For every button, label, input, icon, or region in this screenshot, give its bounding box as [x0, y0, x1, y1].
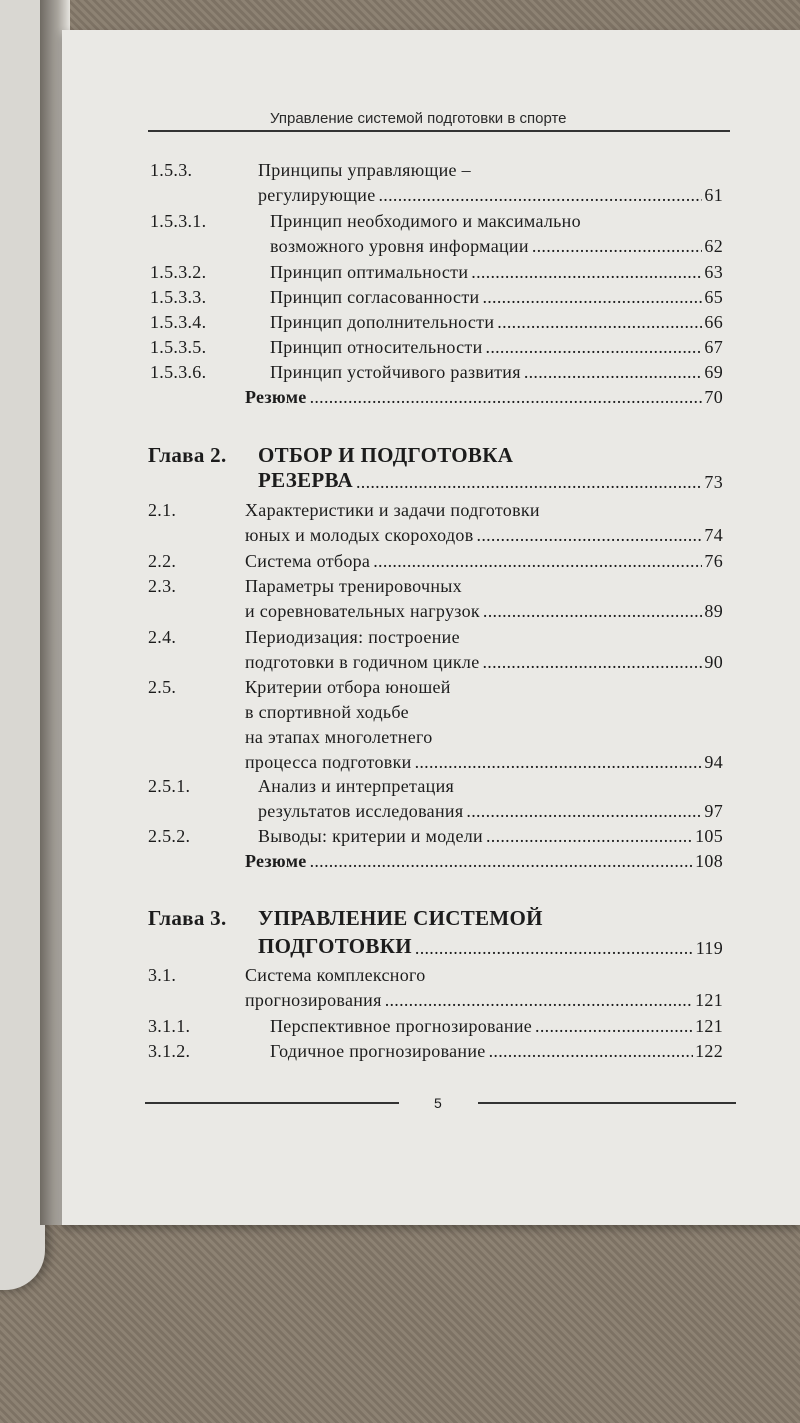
toc-entry-title: на этапах многолетнего	[245, 727, 433, 747]
dot-leader	[524, 362, 703, 383]
toc-entry-title: юных и молодых скороходов	[245, 525, 474, 545]
toc-entry-title: и соревновательных нагрузок	[245, 601, 480, 621]
toc-entry-page: 62	[704, 236, 723, 256]
toc-entry-number: 1.5.3.1.	[150, 211, 207, 231]
toc-entry-title: Периодизация: построение	[245, 627, 460, 647]
dot-leader	[415, 938, 694, 959]
toc-entry-page: 121	[695, 990, 723, 1010]
toc-entry-title: Система отбора	[245, 551, 371, 571]
toc-entry-number: 1.5.3.6.	[150, 362, 207, 382]
toc-entry-title: Выводы: критерии и модели	[258, 826, 483, 846]
toc-entry-title: подготовки в годичном цикле	[245, 652, 480, 672]
toc-entry-title: Годичное прогнозирование	[270, 1041, 486, 1061]
toc-entry-number: 2.1.	[148, 500, 177, 520]
toc-entry-page: 73	[704, 472, 723, 492]
toc-entry-title: ПОДГОТОВКИ	[258, 934, 412, 958]
toc-entry-page: 66	[704, 312, 723, 332]
toc-entry-title: Характеристики и задачи подготовки	[245, 500, 540, 520]
toc-entry-page: 94	[704, 752, 723, 772]
toc-entry-number: 1.5.3.5.	[150, 337, 207, 357]
dot-leader	[483, 652, 703, 673]
toc-entry-title: Система комплексного	[245, 965, 426, 985]
toc-entry-page: 90	[704, 652, 723, 672]
dot-leader	[535, 1016, 693, 1037]
toc-entry-number: 3.1.	[148, 965, 177, 985]
dot-leader	[482, 287, 702, 308]
toc-entry-page: 89	[704, 601, 723, 621]
toc-entry-title: результатов исследования	[258, 801, 464, 821]
toc-entry-title: Резюме	[245, 387, 307, 407]
toc-entry-number: 2.3.	[148, 576, 177, 596]
toc-entry-number: 2.5.1.	[148, 776, 191, 796]
toc-entry-number: 2.2.	[148, 551, 177, 571]
dot-leader	[477, 525, 703, 546]
toc-entry-number: 2.4.	[148, 627, 177, 647]
toc-entry-title: Принцип согласованности	[270, 287, 480, 307]
toc-entry-number: Глава 2.	[148, 443, 227, 467]
toc-entry-title: Резюме	[245, 851, 307, 871]
toc-entry-page: 61	[704, 185, 723, 205]
toc-entry-page: 67	[704, 337, 723, 357]
toc-entry-title: Перспективное прогнозирование	[270, 1016, 533, 1036]
dot-leader	[310, 387, 703, 408]
toc-entry-title: Критерии отбора юношей	[245, 677, 451, 697]
toc-entry-page: 70	[704, 387, 723, 407]
toc-entry-number: 3.1.2.	[148, 1041, 191, 1061]
toc-entry-page: 119	[695, 938, 723, 958]
toc-entry-title: Принцип дополнительности	[270, 312, 495, 332]
toc-entry-title: возможного уровня информации	[270, 236, 529, 256]
toc-entry-page: 105	[695, 826, 723, 846]
facing-page-edge	[0, 0, 45, 1290]
toc-entry-title: Параметры тренировочных	[245, 576, 462, 596]
toc-entry-number: 1.5.3.2.	[150, 262, 207, 282]
dot-leader	[471, 262, 702, 283]
toc-entry-title: регулирующие	[258, 185, 376, 205]
toc-entry-title: УПРАВЛЕНИЕ СИСТЕМОЙ	[258, 906, 543, 930]
dot-leader	[497, 312, 702, 333]
dot-leader	[379, 185, 703, 206]
dot-leader	[373, 551, 702, 572]
header-rule	[148, 130, 730, 132]
toc-entry-number: Глава 3.	[148, 906, 227, 930]
toc-entry-number: 2.5.2.	[148, 826, 191, 846]
toc-entry-title: Принцип оптимальности	[270, 262, 469, 282]
dot-leader	[356, 472, 702, 493]
toc-entry-title: Принцип необходимого и максимально	[270, 211, 581, 231]
toc-entry-page: 63	[704, 262, 723, 282]
dot-leader	[466, 801, 702, 822]
dot-leader	[532, 236, 703, 257]
toc-entry-page: 76	[704, 551, 723, 571]
page-number: 5	[434, 1095, 442, 1111]
dot-leader	[385, 990, 693, 1011]
toc-entry-page: 74	[704, 525, 723, 545]
toc-entry-title: Анализ и интерпретация	[258, 776, 455, 796]
toc-entry-page: 122	[695, 1041, 723, 1061]
dot-leader	[310, 851, 694, 872]
dot-leader	[483, 601, 702, 622]
toc-entry-title: ОТБОР И ПОДГОТОВКА	[258, 443, 514, 467]
dot-leader	[415, 752, 703, 773]
dot-leader	[489, 1041, 694, 1062]
toc-entry-number: 1.5.3.3.	[150, 287, 207, 307]
toc-entry-title: в спортивной ходьбе	[245, 702, 409, 722]
toc-entry-title: Принцип устойчивого развития	[270, 362, 521, 382]
running-head: Управление системой подготовки в спорте	[270, 110, 567, 127]
footer-rule-left	[145, 1102, 399, 1104]
toc-entry-number: 2.5.	[148, 677, 177, 697]
toc-entry-number: 3.1.1.	[148, 1016, 191, 1036]
toc-entry-title: прогнозирования	[245, 990, 382, 1010]
dot-leader	[486, 826, 693, 847]
toc-entry-title: Принцип относительности	[270, 337, 483, 357]
toc-entry-page: 65	[704, 287, 723, 307]
toc-entry-page: 69	[704, 362, 723, 382]
dot-leader	[486, 337, 703, 358]
toc-entry-number: 1.5.3.4.	[150, 312, 207, 332]
toc-entry-number: 1.5.3.	[150, 160, 193, 180]
toc-entry-page: 97	[704, 801, 723, 821]
toc-entry-title: Принципы управляющие –	[258, 160, 471, 180]
toc-entry-title: процесса подготовки	[245, 752, 412, 772]
toc-entry-page: 108	[695, 851, 723, 871]
toc-entry-title: РЕЗЕРВА	[258, 468, 353, 492]
footer-rule-right	[478, 1102, 736, 1104]
toc-entry-page: 121	[695, 1016, 723, 1036]
